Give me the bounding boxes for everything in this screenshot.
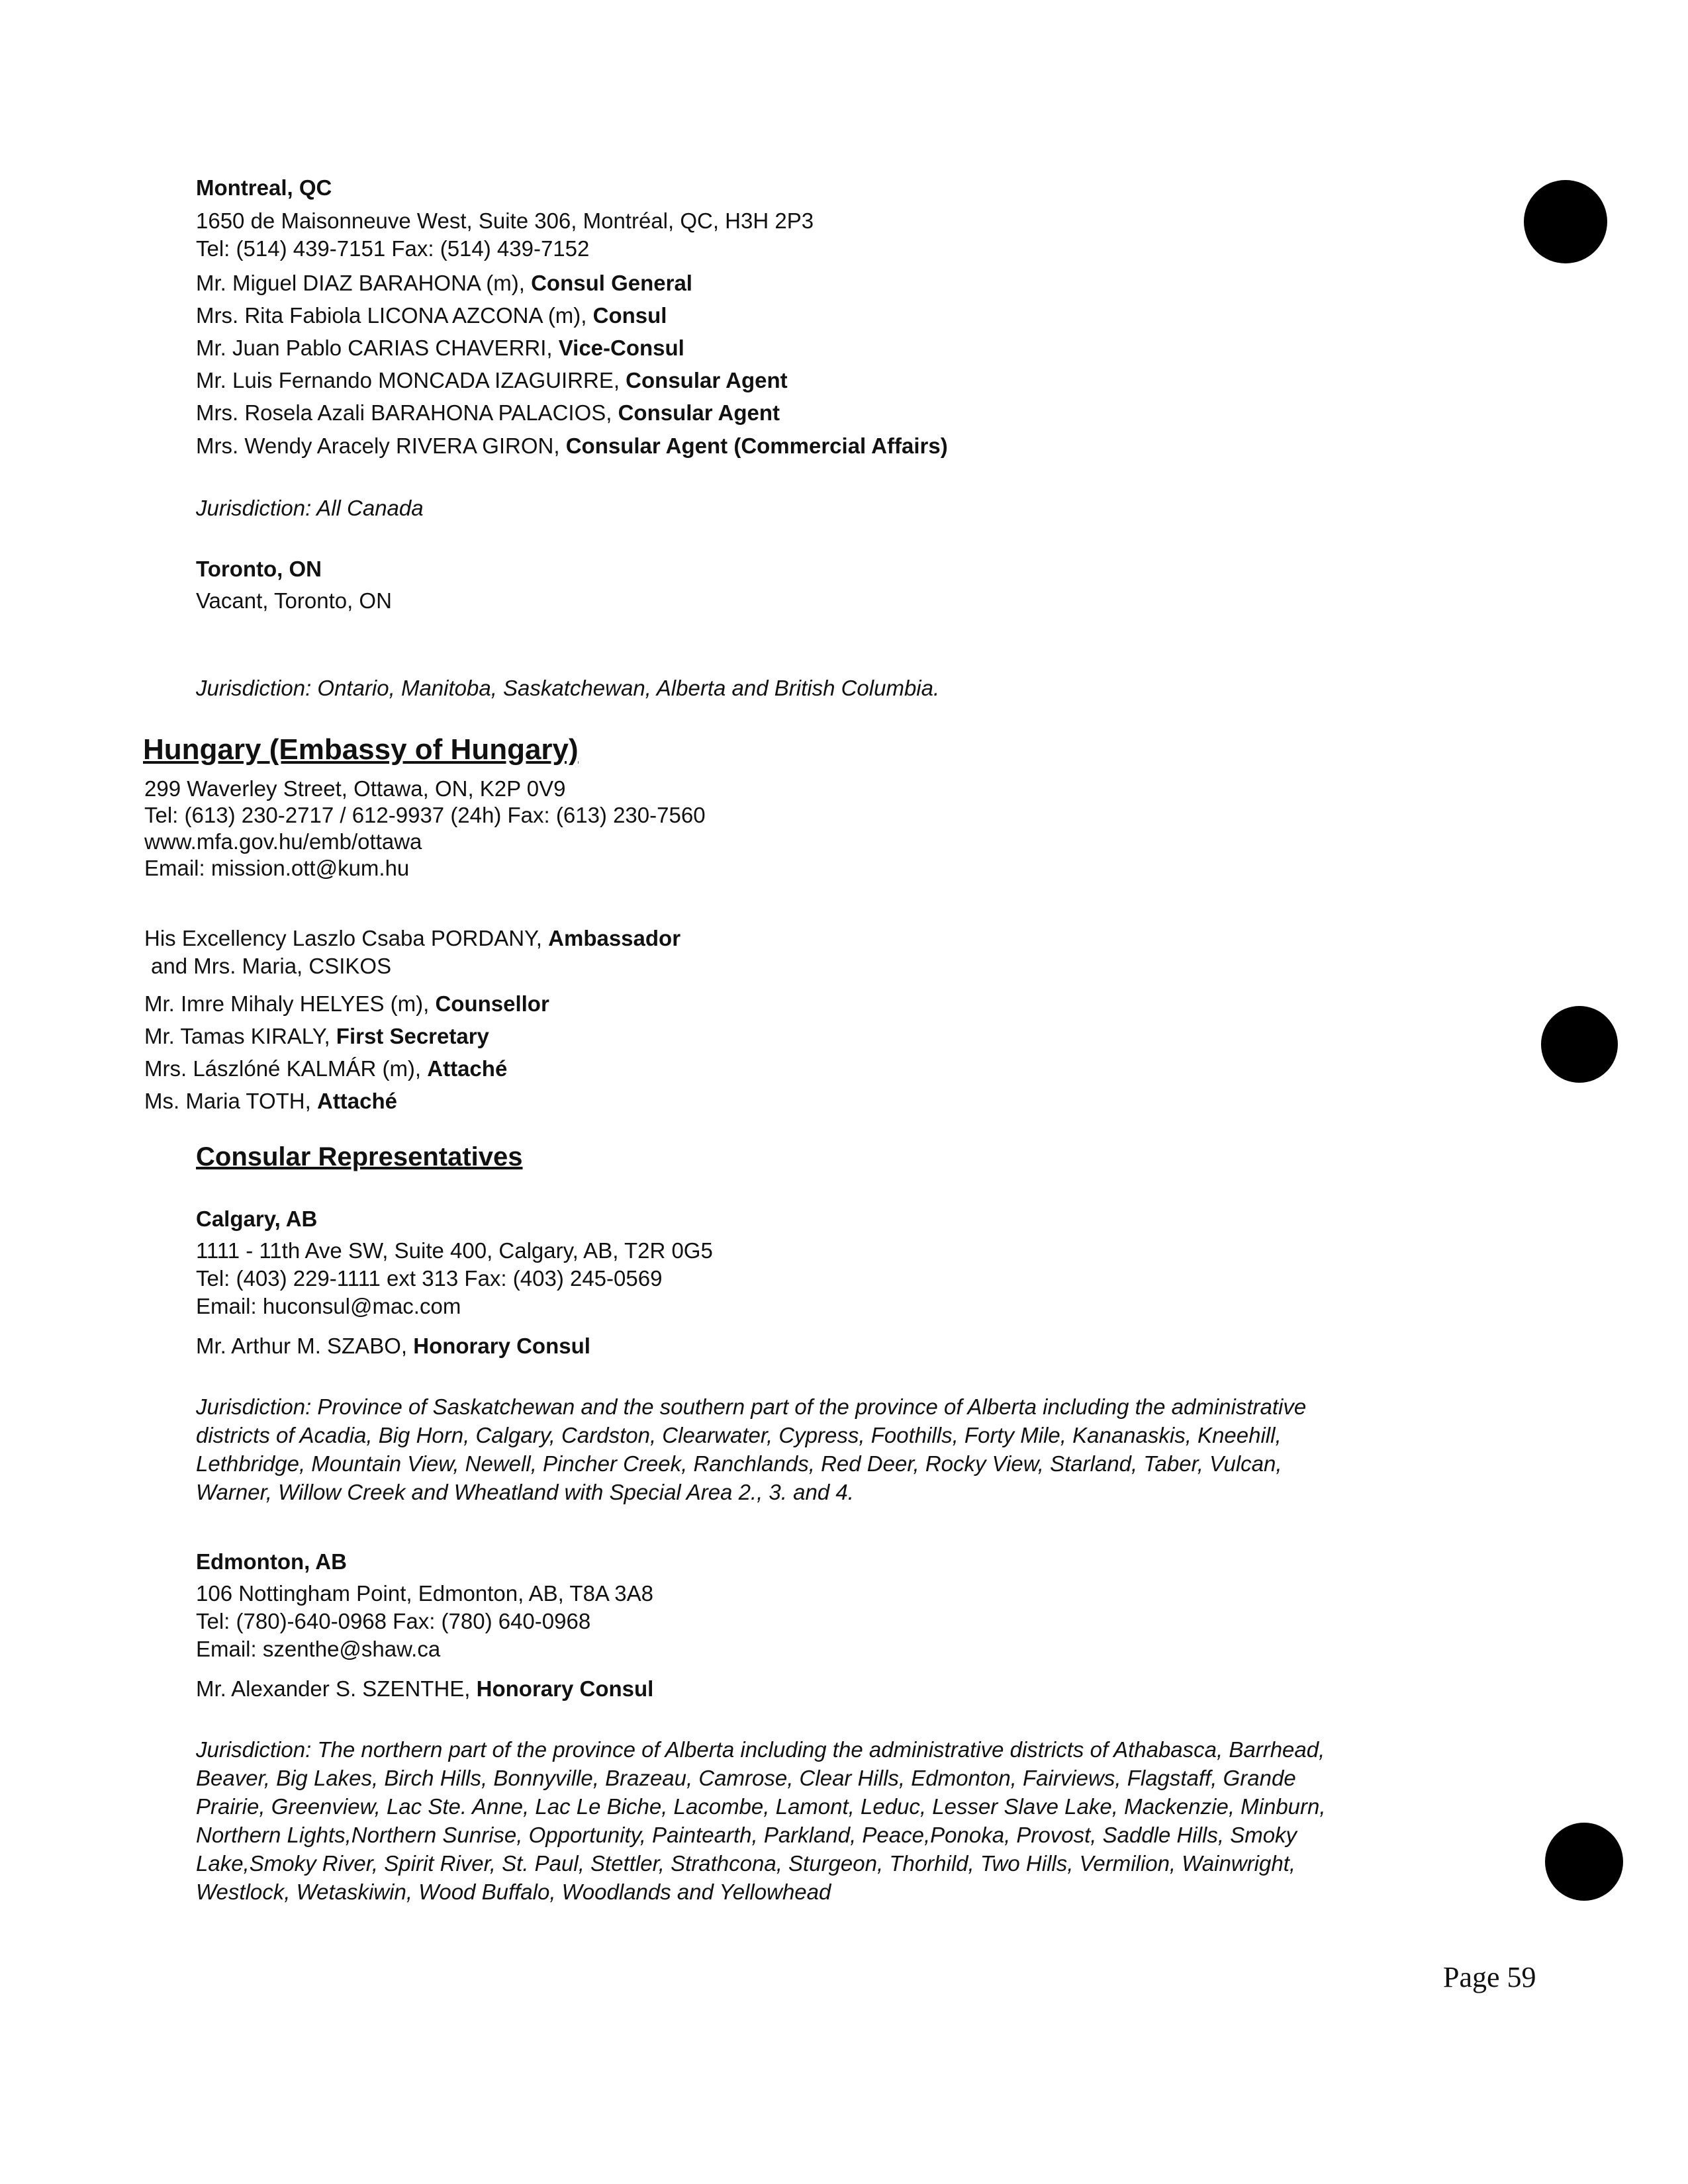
embassy-email: Email: mission.ott@kum.hu [144,856,410,880]
staff-title: Consular Agent [618,400,780,425]
calgary-jurisdiction [196,1392,1306,1506]
toronto-jurisdiction: Jurisdiction: Ontario, Manitoba, Saskatchewan, Alberta and British Columbia. [196,676,940,700]
jurisdiction-line: Lethbridge, Mountain View, Newell, Pincher Creek, Ranchlands, Red Deer, Rocky View, Starland, Taber, Vulcan, [196,1451,1282,1476]
toronto-address: Vacant, Toronto, ON [196,588,392,613]
calgary-tel-fax: Tel: (403) 229-1111 ext 313 Fax: (403) 245-0569 [196,1266,663,1291]
staff-name: Mr. Imre Mihaly HELYES (m), [144,991,436,1016]
staff-name: Mr. Tamas KIRALY, [144,1024,336,1048]
jurisdiction-line: Lake,Smoky River, Spirit River, St. Paul, Stettler, Strathcona, Sturgeon, Thorhild, Two Hills, Vermilion, Wainwright, [196,1851,1296,1876]
staff-title: Attaché [427,1056,508,1081]
jurisdiction-line: districts of Acadia, Big Horn, Calgary, Cardston, Clearwater, Cypress, Foothills, Forty Mile, Kananaskis, Kneehill, [196,1423,1282,1447]
jurisdiction-line: Westlock, Wetaskiwin, Wood Buffalo, Woodlands and Yellowhead [196,1880,831,1904]
country-heading: Hungary (Embassy of Hungary) [143,733,579,766]
staff-title: Consular Agent [626,368,788,392]
jurisdiction-line: Warner, Willow Creek and Wheatland with Special Area 2., 3. and 4. [196,1480,854,1504]
jurisdiction-line: Northern Lights,Northern Sunrise, Opportunity, Paintearth, Parkland, Peace,Ponoka, Provost, Saddle Hills, Smoky [196,1823,1297,1847]
calgary-consul [196,1333,590,1359]
staff-name: Mrs. Rita Fabiola LICONA AZCONA (m), [196,303,593,328]
embassy-tel-fax: Tel: (613) 230-2717 / 612-9937 (24h) Fax: (613) 230-7560 [144,803,706,827]
staff-name: Mr. Juan Pablo CARIAS CHAVERRI, [196,336,559,360]
edmonton-email: Email: szenthe@shaw.ca [196,1637,441,1661]
jurisdiction-line: Jurisdiction: Province of Saskatchewan and the southern part of the province of Alberta including the administrative [196,1394,1307,1419]
edmonton-address: 106 Nottingham Point, Edmonton, AB, T8A 3A8 [196,1581,654,1606]
page-number: Page 59 [1443,1961,1536,1993]
edmonton-city-heading: Edmonton, AB [196,1549,347,1574]
staff-title: Consular Agent (Commercial Affairs) [565,433,948,458]
jurisdiction-line: Jurisdiction: The northern part of the province of Alberta including the administrative districts of Athabasca, Barrhead, [196,1737,1325,1762]
ambassador-title: Ambassador [548,926,681,950]
punch-hole-bottom [1545,1823,1623,1901]
staff-title: First Secretary [336,1024,489,1048]
jurisdiction-line: Prairie, Greenview, Lac Ste. Anne, Lac Le Biche, Lacombe, Lamont, Leduc, Lesser Slave Lake, Mackenzie, Minburn, [196,1794,1326,1819]
montreal-jurisdiction: Jurisdiction: All Canada [196,496,424,520]
ambassador-name: His Excellency Laszlo Csaba PORDANY, [144,926,549,950]
montreal-staff-6 [196,433,948,459]
staff-title: Consul General [531,271,692,295]
embassy-staff-2 [144,1023,489,1050]
jurisdiction-line: Beaver, Big Lakes, Birch Hills, Bonnyville, Brazeau, Camrose, Clear Hills, Edmonton, Fairviews, Flagstaff, Grande [196,1766,1296,1790]
ambassador-spouse: and Mrs. Maria, CSIKOS [151,954,392,978]
calgary-email: Email: huconsul@mac.com [196,1294,461,1318]
staff-title: Attaché [316,1089,398,1113]
edmonton-jurisdiction [196,1735,1326,1906]
consul-name: Mr. Arthur M. SZABO, [196,1334,414,1358]
embassy-address: 299 Waverley Street, Ottawa, ON, K2P 0V9 [144,776,566,801]
staff-name: Mr. Miguel DIAZ BARAHONA (m), [196,271,532,295]
punch-hole-top [1524,180,1607,263]
montreal-staff-2 [196,302,667,329]
edmonton-tel-fax: Tel: (780)-640-0968 Fax: (780) 640-0968 [196,1609,591,1633]
toronto-city-heading: Toronto, ON [196,557,322,581]
montreal-staff-1 [196,270,692,296]
staff-title: Counsellor [435,991,549,1016]
montreal-tel-fax: Tel: (514) 439-7151 Fax: (514) 439-7152 [196,236,590,261]
embassy-website: www.mfa.gov.hu/emb/ottawa [144,829,422,854]
staff-name: Mr. Luis Fernando MONCADA IZAGUIRRE, [196,368,626,392]
calgary-address: 1111 - 11th Ave SW, Suite 400, Calgary, AB, T2R 0G5 [196,1238,713,1263]
montreal-staff-5 [196,400,780,426]
staff-name: Mrs. Rosela Azali BARAHONA PALACIOS, [196,400,618,425]
embassy-staff-1 [144,991,549,1017]
consular-representatives-heading: Consular Representatives [196,1142,523,1171]
staff-title: Vice-Consul [558,336,684,360]
consul-title: Honorary Consul [476,1676,654,1701]
calgary-city-heading: Calgary, AB [196,1206,318,1231]
embassy-staff-3 [144,1056,507,1082]
staff-name: Mrs. Lászlóné KALMÁR (m), [144,1056,428,1081]
montreal-city-heading: Montreal, QC [196,175,332,200]
montreal-address: 1650 de Maisonneuve West, Suite 306, Montréal, QC, H3H 2P3 [196,208,814,233]
consul-title: Honorary Consul [413,1334,590,1358]
consul-name: Mr. Alexander S. SZENTHE, [196,1676,477,1701]
montreal-staff-3 [196,335,684,361]
montreal-staff-4 [196,367,788,394]
staff-title: Consul [592,303,667,328]
ambassador-line [144,925,680,952]
edmonton-consul [196,1676,653,1702]
staff-name: Ms. Maria TOTH, [144,1089,317,1113]
embassy-staff-4 [144,1088,397,1115]
punch-hole-middle [1541,1006,1618,1083]
staff-name: Mrs. Wendy Aracely RIVERA GIRON, [196,433,566,458]
